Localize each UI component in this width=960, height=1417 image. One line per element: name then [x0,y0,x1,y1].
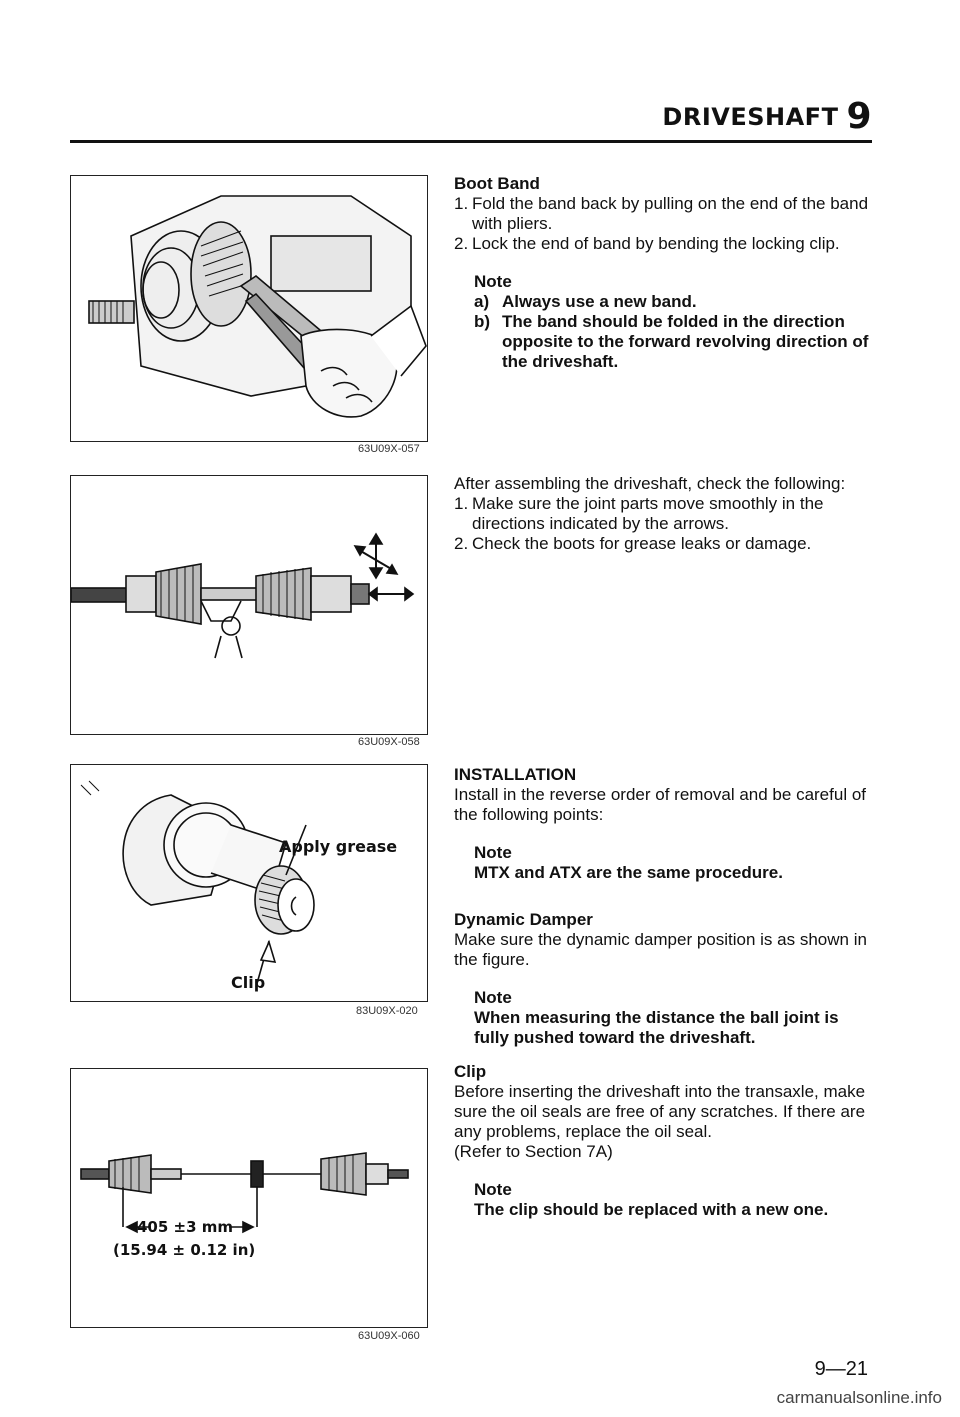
list-item: 2. Check the boots for grease leaks or damage. [454,534,812,553]
header-divider [70,140,872,143]
installation-text: Install in the reverse order of removal and be careful of the following points: [454,785,866,824]
figure-boot-band-pliers [70,175,428,442]
boot-band-steps [454,194,874,254]
section-number: 9 [846,96,872,137]
list-item: 1. Fold the band back by pulling on the end of the band with pliers. [454,194,869,233]
dynamic-damper-note [454,988,874,1048]
clip-section [454,1062,874,1220]
list-item: 2. Lock the end of band by bending the locking clip. [454,234,840,253]
note-title: Note [474,843,512,862]
note-title: Note [474,988,512,1007]
clip-heading: Clip [454,1062,487,1081]
note-title: Note [474,272,512,291]
figure-joint-movement [70,475,428,735]
after-assembly-intro: After assembling the driveshaft, check the following: [454,474,846,493]
label-clip: Clip [231,973,266,992]
after-assembly-section [454,474,874,554]
figure-id: 63U09X-058 [358,736,420,748]
page-number: 9—21 [814,1358,868,1380]
watermark: carmanualsonline.info [776,1388,942,1407]
figure-id: 63U09X-057 [358,443,420,455]
list-item: 1. Make sure the joint parts move smoothly in the directions indicated by the arrows. [454,494,824,533]
figure-apply-grease-clip [70,764,428,1002]
note-title: Note [474,1180,512,1199]
note-text: When measuring the distance the ball joint is fully pushed toward the driveshaft. [474,1008,839,1047]
clip-text: Before inserting the driveshaft into the transaxle, make sure the oil seals are free of any scratches. If there are any problems, replace the oil seal. [454,1082,866,1141]
label-dimension-in: (15.94 ± 0.12 in) [113,1241,256,1259]
dynamic-damper-section [454,910,874,1048]
figure-id: 63U09X-060 [358,1330,420,1342]
label-dimension-mm: 405 ±3 mm [137,1218,234,1236]
clip-reference: (Refer to Section 7A) [454,1142,613,1161]
installation-section [454,765,874,883]
figure-damper-position [70,1068,428,1328]
boot-band-section [454,174,874,372]
figure-id: 83U09X-020 [356,1005,418,1017]
section-title: DRIVESHAFT 9 [662,96,872,137]
note-text: MTX and ATX are the same procedure. [474,863,783,882]
installation-heading: INSTALLATION [454,765,577,784]
note-item: a) Always use a new band. [474,292,697,311]
boot-band-note [454,272,874,372]
clip-note [454,1180,874,1220]
note-text: The clip should be replaced with a new one. [474,1200,829,1219]
spline-clip-illustration [71,765,427,1001]
boot-band-heading: Boot Band [454,174,540,193]
note-item: b) The band should be folded in the direction opposite to the forward revolving direction of the driveshaft. [474,312,869,371]
damper-dimension-illustration [71,1069,427,1327]
label-apply-grease: Apply grease [279,837,398,856]
dynamic-damper-heading: Dynamic Damper [454,910,593,929]
dynamic-damper-text: Make sure the dynamic damper position is as shown in the figure. [454,930,867,969]
after-assembly-steps [454,494,874,554]
pliers-illustration [71,176,427,441]
driveshaft-assembly-illustration [71,476,427,734]
installation-note [454,843,874,883]
